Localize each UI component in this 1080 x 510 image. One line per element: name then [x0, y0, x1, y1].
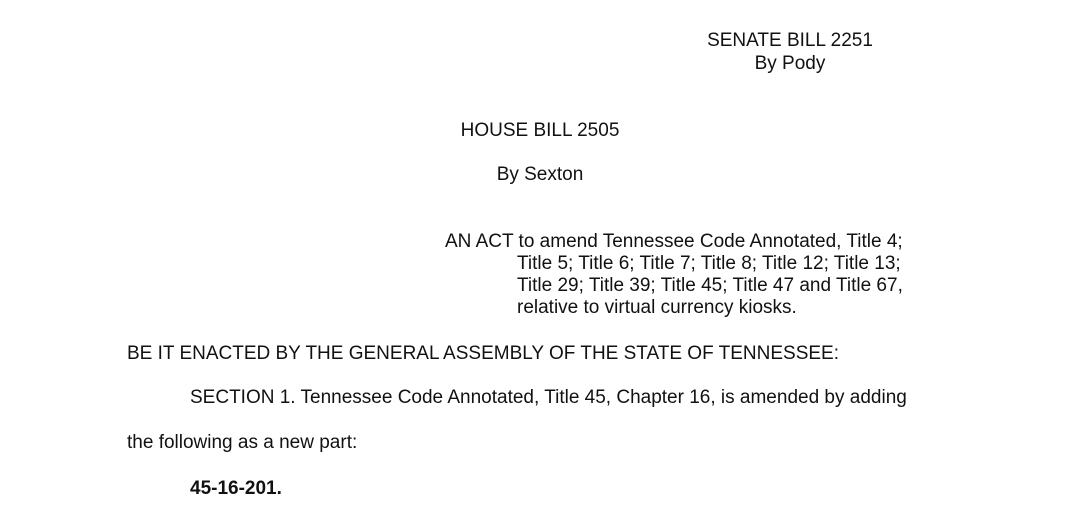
code-section-number: 45-16-201. [190, 478, 282, 499]
enacting-clause: BE IT ENACTED BY THE GENERAL ASSEMBLY OF THE STATE OF TENNESSEE: [127, 343, 839, 364]
senate-bill-number: SENATE BILL 2251 [707, 30, 873, 51]
house-bill-number: HOUSE BILL 2505 [460, 120, 620, 141]
act-caption-line: Title 5; Title 6; Title 7; Title 8; Title 12; Title 13; [517, 253, 901, 274]
act-caption-line: Title 29; Title 39; Title 45; Title 47 and Title 67, [517, 275, 903, 296]
senate-bill-header [690, 30, 890, 76]
act-caption [445, 231, 903, 319]
act-caption-line: relative to virtual currency kiosks. [517, 297, 797, 318]
act-caption-line: AN ACT to amend Tennessee Code Annotated, Title 4; [445, 231, 903, 252]
house-bill-sponsor: By Sexton [496, 164, 584, 185]
section-1-text-line-1: SECTION 1. Tennessee Code Annotated, Title 45, Chapter 16, is amended by adding [190, 387, 907, 408]
section-1-text-line-2: the following as a new part: [127, 432, 358, 453]
senate-bill-sponsor: By Pody [754, 53, 826, 74]
